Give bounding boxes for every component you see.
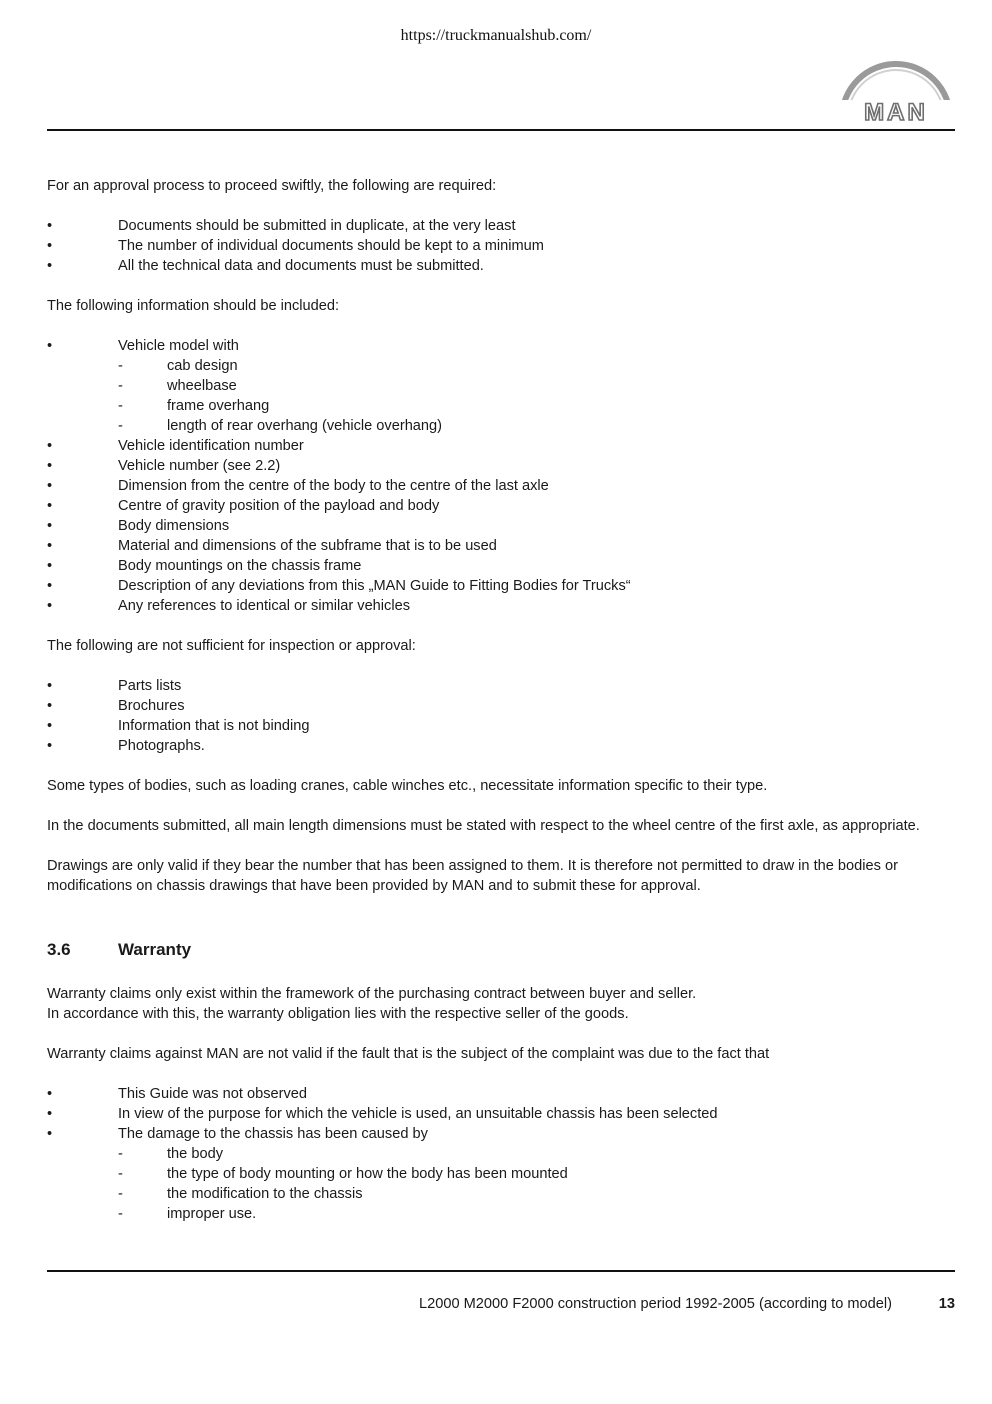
man-logo bbox=[836, 56, 956, 126]
not-sufficient-list bbox=[47, 676, 957, 756]
list-item: • Vehicle identification number bbox=[47, 438, 304, 454]
paragraph: Warranty claims only exist within the framework of the purchasing contract between buyer and seller. bbox=[47, 986, 697, 1002]
paragraph: Warranty claims against MAN are not valid if the fault that is the subject of the complaint was due to the fact that bbox=[47, 1046, 770, 1062]
sub-list-item: - improper use. bbox=[118, 1206, 257, 1222]
approval-intro: For an approval process to proceed swiftly, the following are required: bbox=[47, 178, 497, 194]
list-item: • Information that is not binding bbox=[47, 718, 310, 734]
sub-list-item: - wheelbase bbox=[118, 378, 237, 394]
footer-model-text: L2000 M2000 F2000 construction period 1992-2005 (according to model) bbox=[419, 1296, 892, 1312]
paragraph: In the documents submitted, all main length dimensions must be stated with respect to the wheel centre of the first axle, as appropriate. bbox=[47, 818, 920, 834]
list-item: • Parts lists bbox=[47, 678, 182, 694]
document-body bbox=[47, 176, 957, 1224]
paragraph: In accordance with this, the warranty obligation lies with the respective seller of the goods. bbox=[47, 1006, 629, 1022]
section-number: 3.6 bbox=[47, 940, 71, 959]
warranty-list bbox=[47, 1084, 957, 1224]
paragraph: Drawings are only valid if they bear the number that has been assigned to them. It is therefore not permitted to draw in the bodies or bbox=[47, 858, 898, 874]
info-list bbox=[47, 336, 957, 616]
list-item: • Description of any deviations from this „MAN Guide to Fitting Bodies for Trucks“ bbox=[47, 578, 631, 594]
section-heading bbox=[47, 935, 957, 965]
list-item: • Body mountings on the chassis frame bbox=[47, 558, 362, 574]
list-item: • Brochures bbox=[47, 698, 185, 714]
list-item: • Vehicle model with bbox=[47, 338, 239, 354]
page-number: 13 bbox=[938, 1296, 955, 1312]
list-item: • Documents should be submitted in duplicate, at the very least bbox=[47, 218, 516, 234]
sub-list-item: - the type of body mounting or how the body has been mounted bbox=[118, 1166, 568, 1182]
list-item: • In view of the purpose for which the vehicle is used, an unsuitable chassis has been selected bbox=[47, 1106, 718, 1122]
list-item: • Photographs. bbox=[47, 738, 205, 754]
list-item: • Centre of gravity position of the payload and body bbox=[47, 498, 440, 514]
paragraph: modifications on chassis drawings that have been provided by MAN and to submit these for approval. bbox=[47, 878, 701, 894]
sub-list-item: - cab design bbox=[118, 358, 238, 374]
footer-rule bbox=[47, 1270, 955, 1272]
list-item: • Dimension from the centre of the body to the centre of the last axle bbox=[47, 478, 549, 494]
svg-text:MAN: MAN bbox=[864, 99, 928, 126]
info-intro: The following information should be included: bbox=[47, 298, 340, 314]
list-item: • Body dimensions bbox=[47, 518, 230, 534]
sub-list-item: - length of rear overhang (vehicle overhang) bbox=[118, 418, 443, 434]
list-item: • Vehicle number (see 2.2) bbox=[47, 458, 281, 474]
paragraph: Some types of bodies, such as loading cranes, cable winches etc., necessitate information specific to their type. bbox=[47, 778, 768, 794]
sub-list-item: - the modification to the chassis bbox=[118, 1186, 363, 1202]
list-item: • The damage to the chassis has been caused by bbox=[47, 1126, 428, 1142]
sub-list-item: - the body bbox=[118, 1146, 223, 1162]
not-sufficient-intro: The following are not sufficient for inspection or approval: bbox=[47, 638, 416, 654]
header-rule bbox=[47, 129, 955, 131]
list-item: • Material and dimensions of the subframe that is to be used bbox=[47, 538, 497, 554]
header-url: https://truckmanualshub.com/ bbox=[400, 27, 592, 44]
list-item: • The number of individual documents should be kept to a minimum bbox=[47, 238, 544, 254]
section-title: Warranty bbox=[118, 940, 192, 959]
list-item: • Any references to identical or similar vehicles bbox=[47, 598, 410, 614]
required-list bbox=[47, 216, 957, 276]
list-item: • All the technical data and documents must be submitted. bbox=[47, 258, 484, 274]
sub-list-item: - frame overhang bbox=[118, 398, 270, 414]
list-item: • This Guide was not observed bbox=[47, 1086, 308, 1102]
